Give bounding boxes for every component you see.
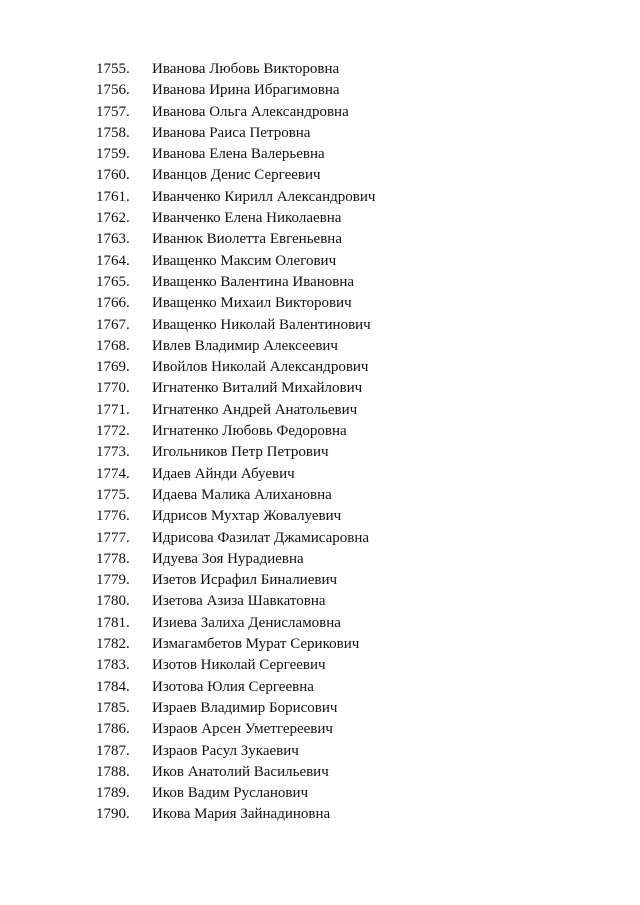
entry-name: Ивойлов Николай Александрович: [152, 359, 369, 376]
entry-number: 1776.: [96, 508, 130, 525]
entry-number: 1778.: [96, 550, 130, 567]
list-item: [96, 464, 375, 485]
entry-name: Иков Вадим Русланович: [152, 785, 309, 802]
entry-name: Иванченко Елена Николаевна: [152, 210, 342, 227]
list-item: [96, 293, 375, 314]
entry-name: Иващенко Максим Олегович: [152, 252, 337, 269]
list-item: [96, 783, 375, 804]
list-item: [96, 421, 375, 442]
list-item: [96, 357, 375, 378]
list-item: [96, 251, 375, 272]
entry-number: 1787.: [96, 742, 130, 759]
entry-name: Иванова Раиса Петровна: [152, 124, 311, 141]
entry-number: 1790.: [96, 806, 130, 823]
list-item: [96, 506, 375, 527]
list-item: [96, 187, 375, 208]
entry-number: 1759.: [96, 146, 130, 163]
entry-number: 1773.: [96, 444, 130, 461]
list-item: [96, 804, 375, 825]
list-item: [96, 208, 375, 229]
entry-number: 1770.: [96, 380, 130, 397]
entry-number: 1789.: [96, 785, 130, 802]
entry-number: 1765.: [96, 273, 130, 290]
entry-number: 1757.: [96, 103, 130, 120]
entry-name: Идрисова Фазилат Джамисаровна: [152, 529, 370, 546]
list-item: [96, 719, 375, 740]
entry-name: Иващенко Валентина Ивановна: [152, 273, 355, 290]
list-item: [96, 336, 375, 357]
entry-name: Иващенко Николай Валентинович: [152, 316, 371, 333]
entry-name: Иванюк Виолетта Евгеньевна: [152, 231, 342, 248]
entry-name: Иванова Ирина Ибрагимовна: [152, 82, 340, 99]
entry-number: 1763.: [96, 231, 130, 248]
entry-number: 1772.: [96, 423, 130, 440]
entry-number: 1777.: [96, 529, 130, 546]
entry-name: Израов Расул Зукаевич: [152, 742, 299, 759]
entry-name: Ивлев Владимир Алексеевич: [152, 337, 338, 354]
entry-number: 1755.: [96, 61, 130, 77]
entry-name: Иванцов Денис Сергеевич: [152, 167, 321, 184]
entry-number: 1784.: [96, 678, 130, 695]
list-item: [96, 613, 375, 634]
entry-name: Идрисов Мухтар Жовалуевич: [152, 508, 342, 525]
list-item: [96, 655, 375, 676]
list-item: [96, 229, 375, 250]
list-item: [96, 677, 375, 698]
list-item: [96, 741, 375, 762]
list-item: [96, 634, 375, 655]
entry-name: Изетов Исрафил Биналиевич: [152, 572, 338, 589]
entry-number: 1782.: [96, 636, 130, 653]
entry-number: 1762.: [96, 210, 130, 227]
entry-name: Изетова Азиза Шавкатовна: [152, 593, 326, 610]
list-item: [96, 762, 375, 783]
entry-number: 1781.: [96, 614, 130, 631]
entry-name: Игольников Петр Петрович: [152, 444, 329, 461]
list-item: [96, 570, 375, 591]
entry-name: Игнатенко Виталий Михайлович: [152, 380, 363, 397]
entry-number: 1766.: [96, 295, 130, 312]
entry-name: Игнатенко Андрей Анатольевич: [152, 401, 358, 418]
list-item: [96, 698, 375, 719]
list-item: [96, 80, 375, 101]
entry-number: 1760.: [96, 167, 130, 184]
entry-name: Измагамбетов Мурат Серикович: [152, 636, 360, 653]
entry-number: 1756.: [96, 82, 130, 99]
entry-number: 1786.: [96, 721, 130, 738]
list-item: [96, 272, 375, 293]
entry-number: 1788.: [96, 763, 130, 780]
entry-number: 1779.: [96, 572, 130, 589]
list-item: [96, 102, 375, 123]
entry-name: Изотов Николай Сергеевич: [152, 657, 326, 674]
entry-name: Идаева Малика Алихановна: [152, 486, 332, 503]
entry-name: Идаев Айнди Абуевич: [152, 465, 295, 482]
entry-name: Иванова Елена Валерьевна: [152, 146, 325, 163]
list-item: [96, 591, 375, 612]
entry-name: Изиева Залиха Денисламовна: [152, 614, 341, 631]
list-item: [96, 165, 375, 186]
entry-number: 1761.: [96, 188, 130, 205]
entry-name: Израев Владимир Борисович: [152, 699, 338, 716]
list-item: [96, 315, 375, 336]
list-item: [96, 123, 375, 144]
entry-number: 1780.: [96, 593, 130, 610]
entry-name: Иков Анатолий Васильевич: [152, 763, 329, 780]
entry-number: 1775.: [96, 486, 130, 503]
entry-number: 1769.: [96, 359, 130, 376]
entry-name: Идуева Зоя Нурадиевна: [152, 550, 304, 567]
list-item: [96, 549, 375, 570]
entry-name: Иванова Ольга Александровна: [152, 103, 349, 120]
entry-number: 1767.: [96, 316, 130, 333]
entry-number: 1758.: [96, 124, 130, 141]
entry-number: 1768.: [96, 337, 130, 354]
entry-number: 1771.: [96, 401, 130, 418]
list-item: [96, 528, 375, 549]
list-item: [96, 400, 375, 421]
numbered-name-list: [96, 59, 375, 826]
entry-name: Изотова Юлия Сергеевна: [152, 678, 314, 695]
entry-name: Икова Мария Зайнадиновна: [152, 806, 331, 823]
entry-name: Игнатенко Любовь Федоровна: [152, 423, 347, 440]
list-item: [96, 378, 375, 399]
list-item: [96, 144, 375, 165]
entry-number: 1774.: [96, 465, 130, 482]
entry-name: Иващенко Михаил Викторович: [152, 295, 352, 312]
list-item: [96, 59, 375, 80]
entry-number: 1785.: [96, 699, 130, 716]
list-item: [96, 442, 375, 463]
entry-name: Иванченко Кирилл Александрович: [152, 188, 376, 205]
entry-name: Израов Арсен Уметгереевич: [152, 721, 333, 738]
list-item: [96, 485, 375, 506]
entry-number: 1783.: [96, 657, 130, 674]
entry-number: 1764.: [96, 252, 130, 269]
entry-name: Иванова Любовь Викторовна: [152, 61, 340, 77]
